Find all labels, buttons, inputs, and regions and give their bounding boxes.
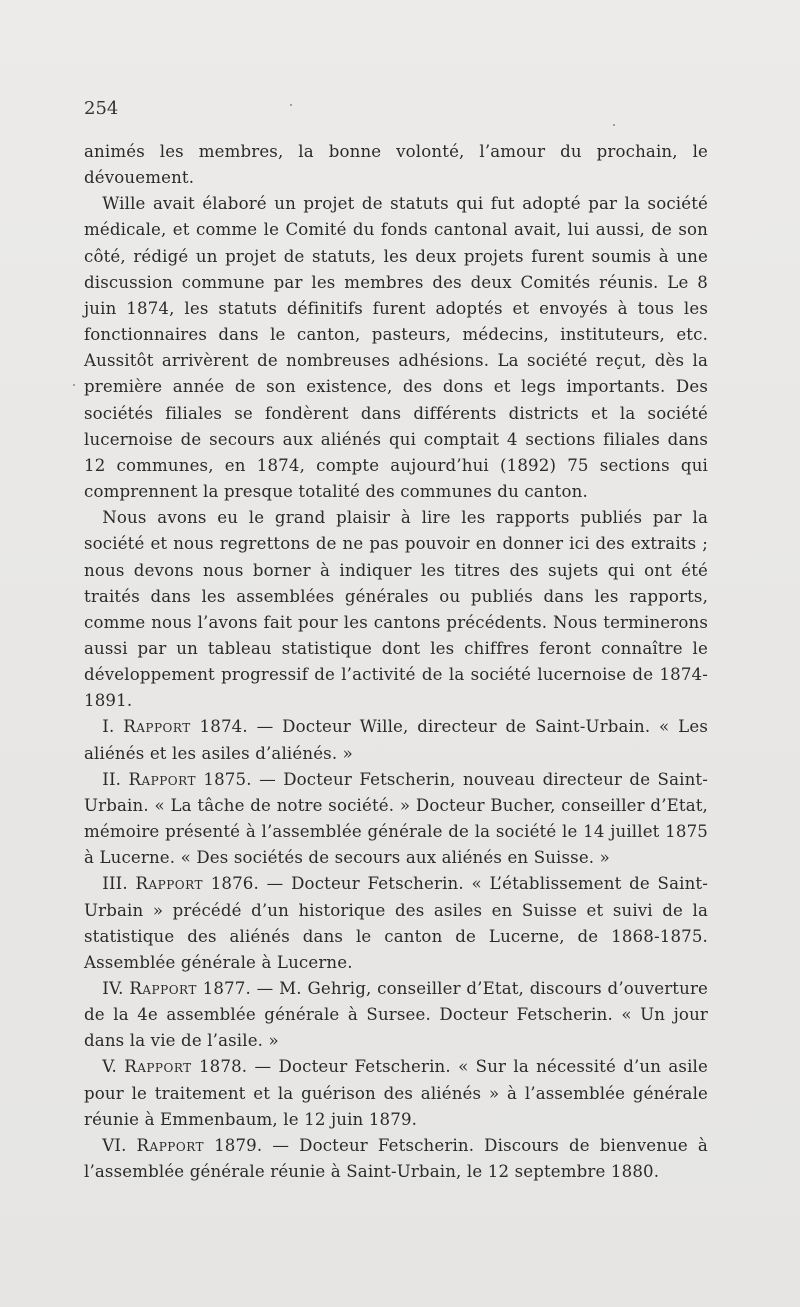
page-number: 254	[84, 98, 119, 119]
report-entry-2	[84, 767, 708, 872]
report-number: I.	[102, 717, 115, 737]
report-label: Rapport	[123, 717, 191, 737]
report-year: 1874.	[199, 717, 248, 737]
report-label: Rapport	[135, 874, 203, 894]
report-entry-4	[84, 976, 708, 1054]
report-year: 1877.	[202, 979, 251, 998]
report-text: — Docteur Fetscherin, nouveau directeur de Saint-Urbain. « La tâche de notre société. » Docteur Bucher, conseiller d’Etat, mémoire présenté à l’assemblée générale de la société le 14 juillet 1875 à Lucerne. « Des sociétés de secours aux aliénés en Suisse. »	[84, 769, 708, 868]
report-entry-3	[84, 871, 708, 976]
paragraph-3: Nous avons eu le grand plaisir à lire les rapports publiés par la société et nous regrettons de ne pas pouvoir en donner ici des extraits ; nous devons nous borner à indiquer les titres des sujets qui ont été traités dans les assemblées générales ou publiés dans les rapports, comme nous l’avons fait pour les cantons précédents. Nous terminerons aussi par un tableau statistique dont les chiffres feront connaître le développement progressif de l’activité de la société lucernoise de 1874-1891.	[84, 508, 708, 711]
report-number: III.	[102, 874, 128, 894]
report-label: Rapport	[124, 1057, 192, 1077]
paper-speck	[290, 104, 292, 106]
report-text: — Docteur Fetscherin. « L’établissement de Saint-Urbain » précédé d’un historique des asiles en Suisse et suivi de la statistique des aliénés dans le canton de Lucerne, de 1868-1875. Assemblée générale à Lucerne.	[84, 874, 708, 972]
report-entry-1	[84, 714, 708, 766]
report-label: Rapport	[136, 1135, 205, 1155]
report-year: 1879.	[214, 1135, 263, 1155]
report-text: — Docteur Fetscherin. Discours de bienvenue à l’assemblée générale réunie à Saint-Urbain, le 12 septembre 1880.	[84, 1135, 708, 1182]
report-number: II.	[102, 769, 122, 789]
paper-speck	[613, 124, 615, 126]
body-text	[84, 139, 708, 1185]
report-entry-6	[84, 1133, 708, 1185]
report-year: 1876.	[210, 874, 259, 894]
report-label: Rapport	[129, 979, 197, 998]
paragraph-1: animés les membres, la bonne volonté, l’amour du prochain, le dévouement.	[84, 142, 708, 188]
report-label: Rapport	[128, 769, 196, 789]
paper-speck	[73, 384, 75, 386]
paragraph-2: Wille avait élaboré un projet de statuts qui fut adopté par la société médicale, et comme le Comité du fonds cantonal avait, lui aussi, de son côté, rédigé un projet de statuts, les deux projets furent soumis à une discussion commune par les membres des deux Comités réunis. Le 8 juin 1874, les statuts définitifs furent adoptés et envoyés à tous les fonctionnaires dans le canton, pasteurs, médecins, instituteurs, etc. Aussitôt arrivèrent de nombreuses adhésions. La société reçut, dès la première année de son existence, des dons et legs importants. Des sociétés filiales se fondèrent dans différents districts et la société lucernoise de secours aux aliénés qui comptait 4 sections filiales dans 12 communes, en 1874, compte aujourd’hui (1892) 75 sections qui comprennent la presque totalité des communes du canton.	[84, 194, 708, 502]
report-text: — Docteur Fetscherin. « Sur la nécessité d’un asile pour le traitement et la guérison des aliénés » à l’assemblée générale réunie à Emmenbaum, le 12 juin 1879.	[84, 1057, 708, 1129]
report-number: IV.	[102, 979, 124, 998]
report-text: — M. Gehrig, conseiller d’Etat, discours d’ouverture de la 4e assemblée générale à Sursee. Docteur Fetscherin. « Un jour dans la vie de l’asile. »	[84, 979, 709, 1051]
report-number: VI.	[102, 1135, 127, 1155]
report-year: 1878.	[198, 1057, 248, 1077]
report-number: V.	[102, 1057, 117, 1077]
report-year: 1875.	[203, 769, 252, 789]
report-text: — Docteur Wille, directeur de Saint-Urbain. « Les aliénés et les asiles d’aliénés. »	[84, 717, 708, 763]
report-entry-5	[84, 1054, 708, 1132]
